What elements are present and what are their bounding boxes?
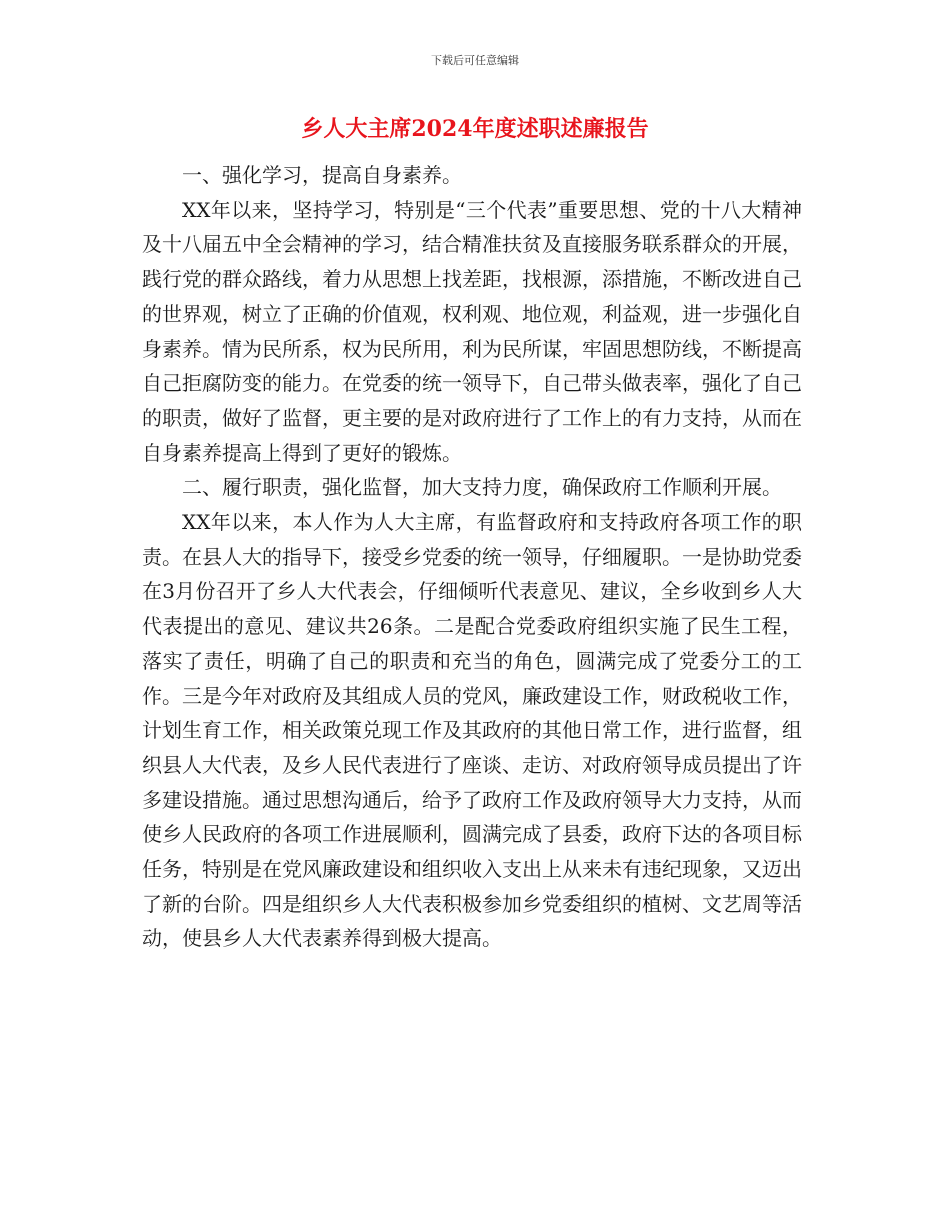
paragraph-section-2-heading: 二、履行职责，强化监督，加大支持力度，确保政府工作顺利开展。 bbox=[182, 475, 782, 500]
paragraph-section-1-heading: 一、强化学习，提高自身素养。 bbox=[182, 163, 462, 187]
document-body bbox=[142, 158, 802, 956]
header-note: 下载后可任意编辑 bbox=[431, 54, 519, 67]
paragraph-section-1-body: XX年以来，坚持学习，特别是“三个代表”重要思想、党的十八大精神及十八届五中全会精神的学习，结合精准扶贫及直接服务联系群众的开展，践行党的群众路线，着力从思想上找差距，找根源，添措施，不断改进自己的世界观，树立了正确的价值观，权利观、地位观，利益观，进一步强化自身素养。情为民所系，权为民所用，利为民所谋，牢固思想防线，不断提高自己拒腐防变的能力。在党委的统一领导下，自己带头做表率，强化了自己的职责，做好了监督，更主要的是对政府进行了工作上的有力支持，从而在自身素养提高上得到了更好的锻炼。 bbox=[142, 197, 802, 465]
paragraph-section-2-body: XX年以来，本人作为人大主席，有监督政府和支持政府各项工作的职责。在县人大的指导下，接受乡党委的统一领导，仔细履职。一是协助党委在3月份召开了乡人大代表会，仔细倾听代表意见、建议，全乡收到乡人大代表提出的意见、建议共26条。二是配合党委政府组织实施了民生工程，落实了责任，明确了自己的职责和充当的角色，圆满完成了党委分工的工作。三是今年对政府及其组成人员的党风，廉政建设工作，财政税收工作，计划生育工作，相关政策兑现工作及其政府的其他日常工作，进行监督，组织县人大代表，及乡人民代表进行了座谈、走访、对政府领导成员提出了许多建设措施。通过思想沟通后，给予了政府工作及政府领导大力支持，从而使乡人民政府的各项工作进展顺利，圆满完成了县委，政府下达的各项目标任务，特别是在党风廉政建设和组织收入支出上从来未有违纪现象，又迈出了新的台阶。四是组织乡人大代表积极参加乡党委组织的植树、文艺周等活动，使县乡人大代表素养得到极大提高。 bbox=[142, 510, 802, 951]
document-title: 乡人大主席2024年度述职述廉报告 bbox=[301, 116, 649, 142]
